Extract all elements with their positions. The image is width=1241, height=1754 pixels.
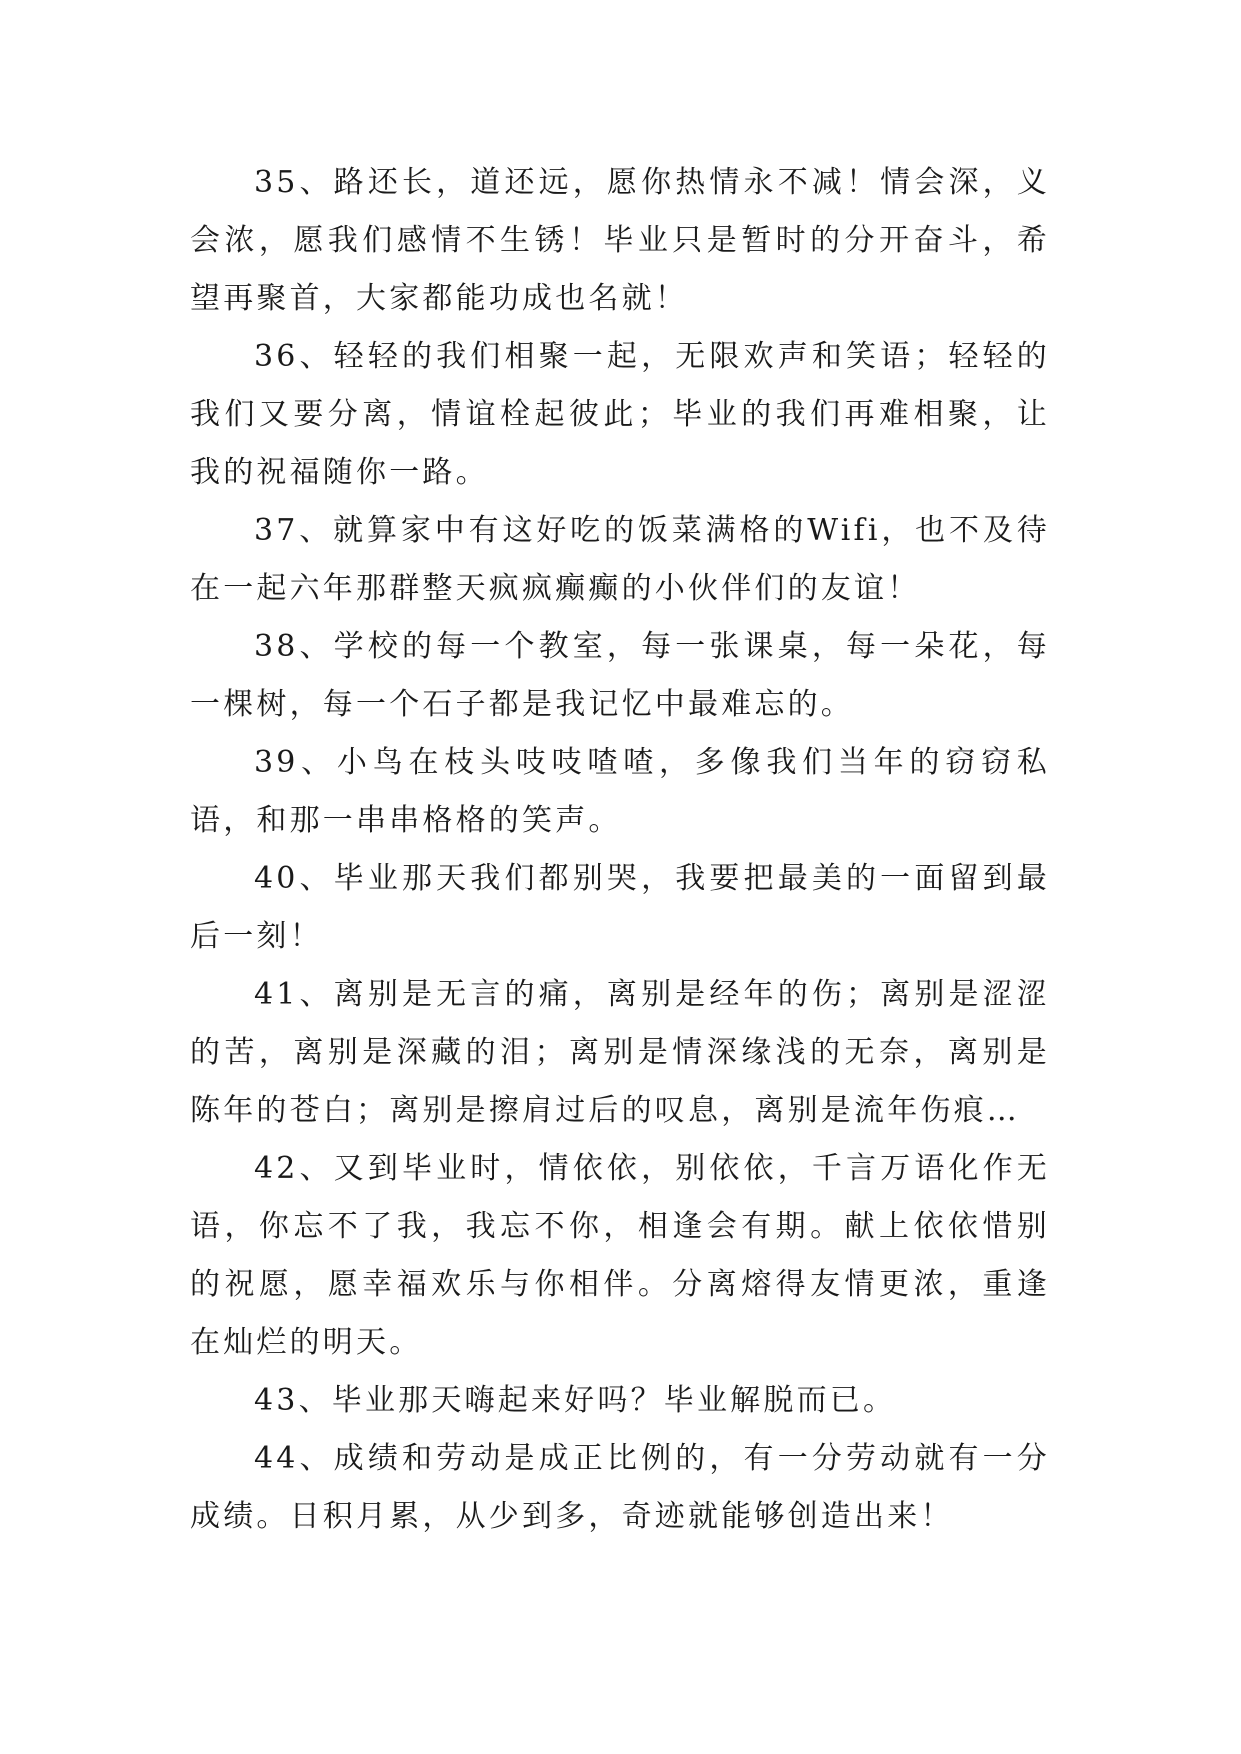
paragraph-37: 37、就算家中有这好吃的饭菜满格的Wifi，也不及待在一起六年那群整天疯疯癫癫的小伙伴们的友谊！ [190,513,1050,606]
paragraph-41: 41、离别是无言的痛，离别是经年的伤；离别是涩涩的苦，离别是深藏的泪；离别是情深缘浅的无奈，离别是陈年的苍白；离别是擦肩过后的叹息，离别是流年伤痕… [190,977,1050,1128]
paragraph-43: 43、毕业那天嗨起来好吗？毕业解脱而已。 [254,1383,897,1418]
document-body [190,154,1050,1546]
paragraph-44: 44、成绩和劳动是成正比例的，有一分劳动就有一分成绩。日积月累，从少到多，奇迹就能够创造出来！ [190,1441,1050,1534]
paragraph-39: 39、小鸟在枝头吱吱喳喳，多像我们当年的窃窃私语，和那一串串格格的笑声。 [190,745,1050,838]
paragraph-36: 36、轻轻的我们相聚一起，无限欢声和笑语；轻轻的我们又要分离，情谊栓起彼此；毕业的我们再难相聚，让我的祝福随你一路。 [190,339,1050,490]
paragraph-40: 40、毕业那天我们都别哭，我要把最美的一面留到最后一刻！ [190,861,1050,954]
paragraph-38: 38、学校的每一个教室，每一张课桌，每一朵花，每一棵树，每一个石子都是我记忆中最难忘的。 [190,629,1050,722]
paragraph-35: 35、路还长，道还远，愿你热情永不减！情会深，义会浓，愿我们感情不生锈！毕业只是暂时的分开奋斗，希望再聚首，大家都能功成也名就！ [190,165,1050,316]
paragraph-42: 42、又到毕业时，情依依，别依依，千言万语化作无语，你忘不了我，我忘不你，相逢会有期。献上依依惜别的祝愿，愿幸福欢乐与你相伴。分离熔得友情更浓，重逢在灿烂的明天。 [190,1151,1050,1360]
